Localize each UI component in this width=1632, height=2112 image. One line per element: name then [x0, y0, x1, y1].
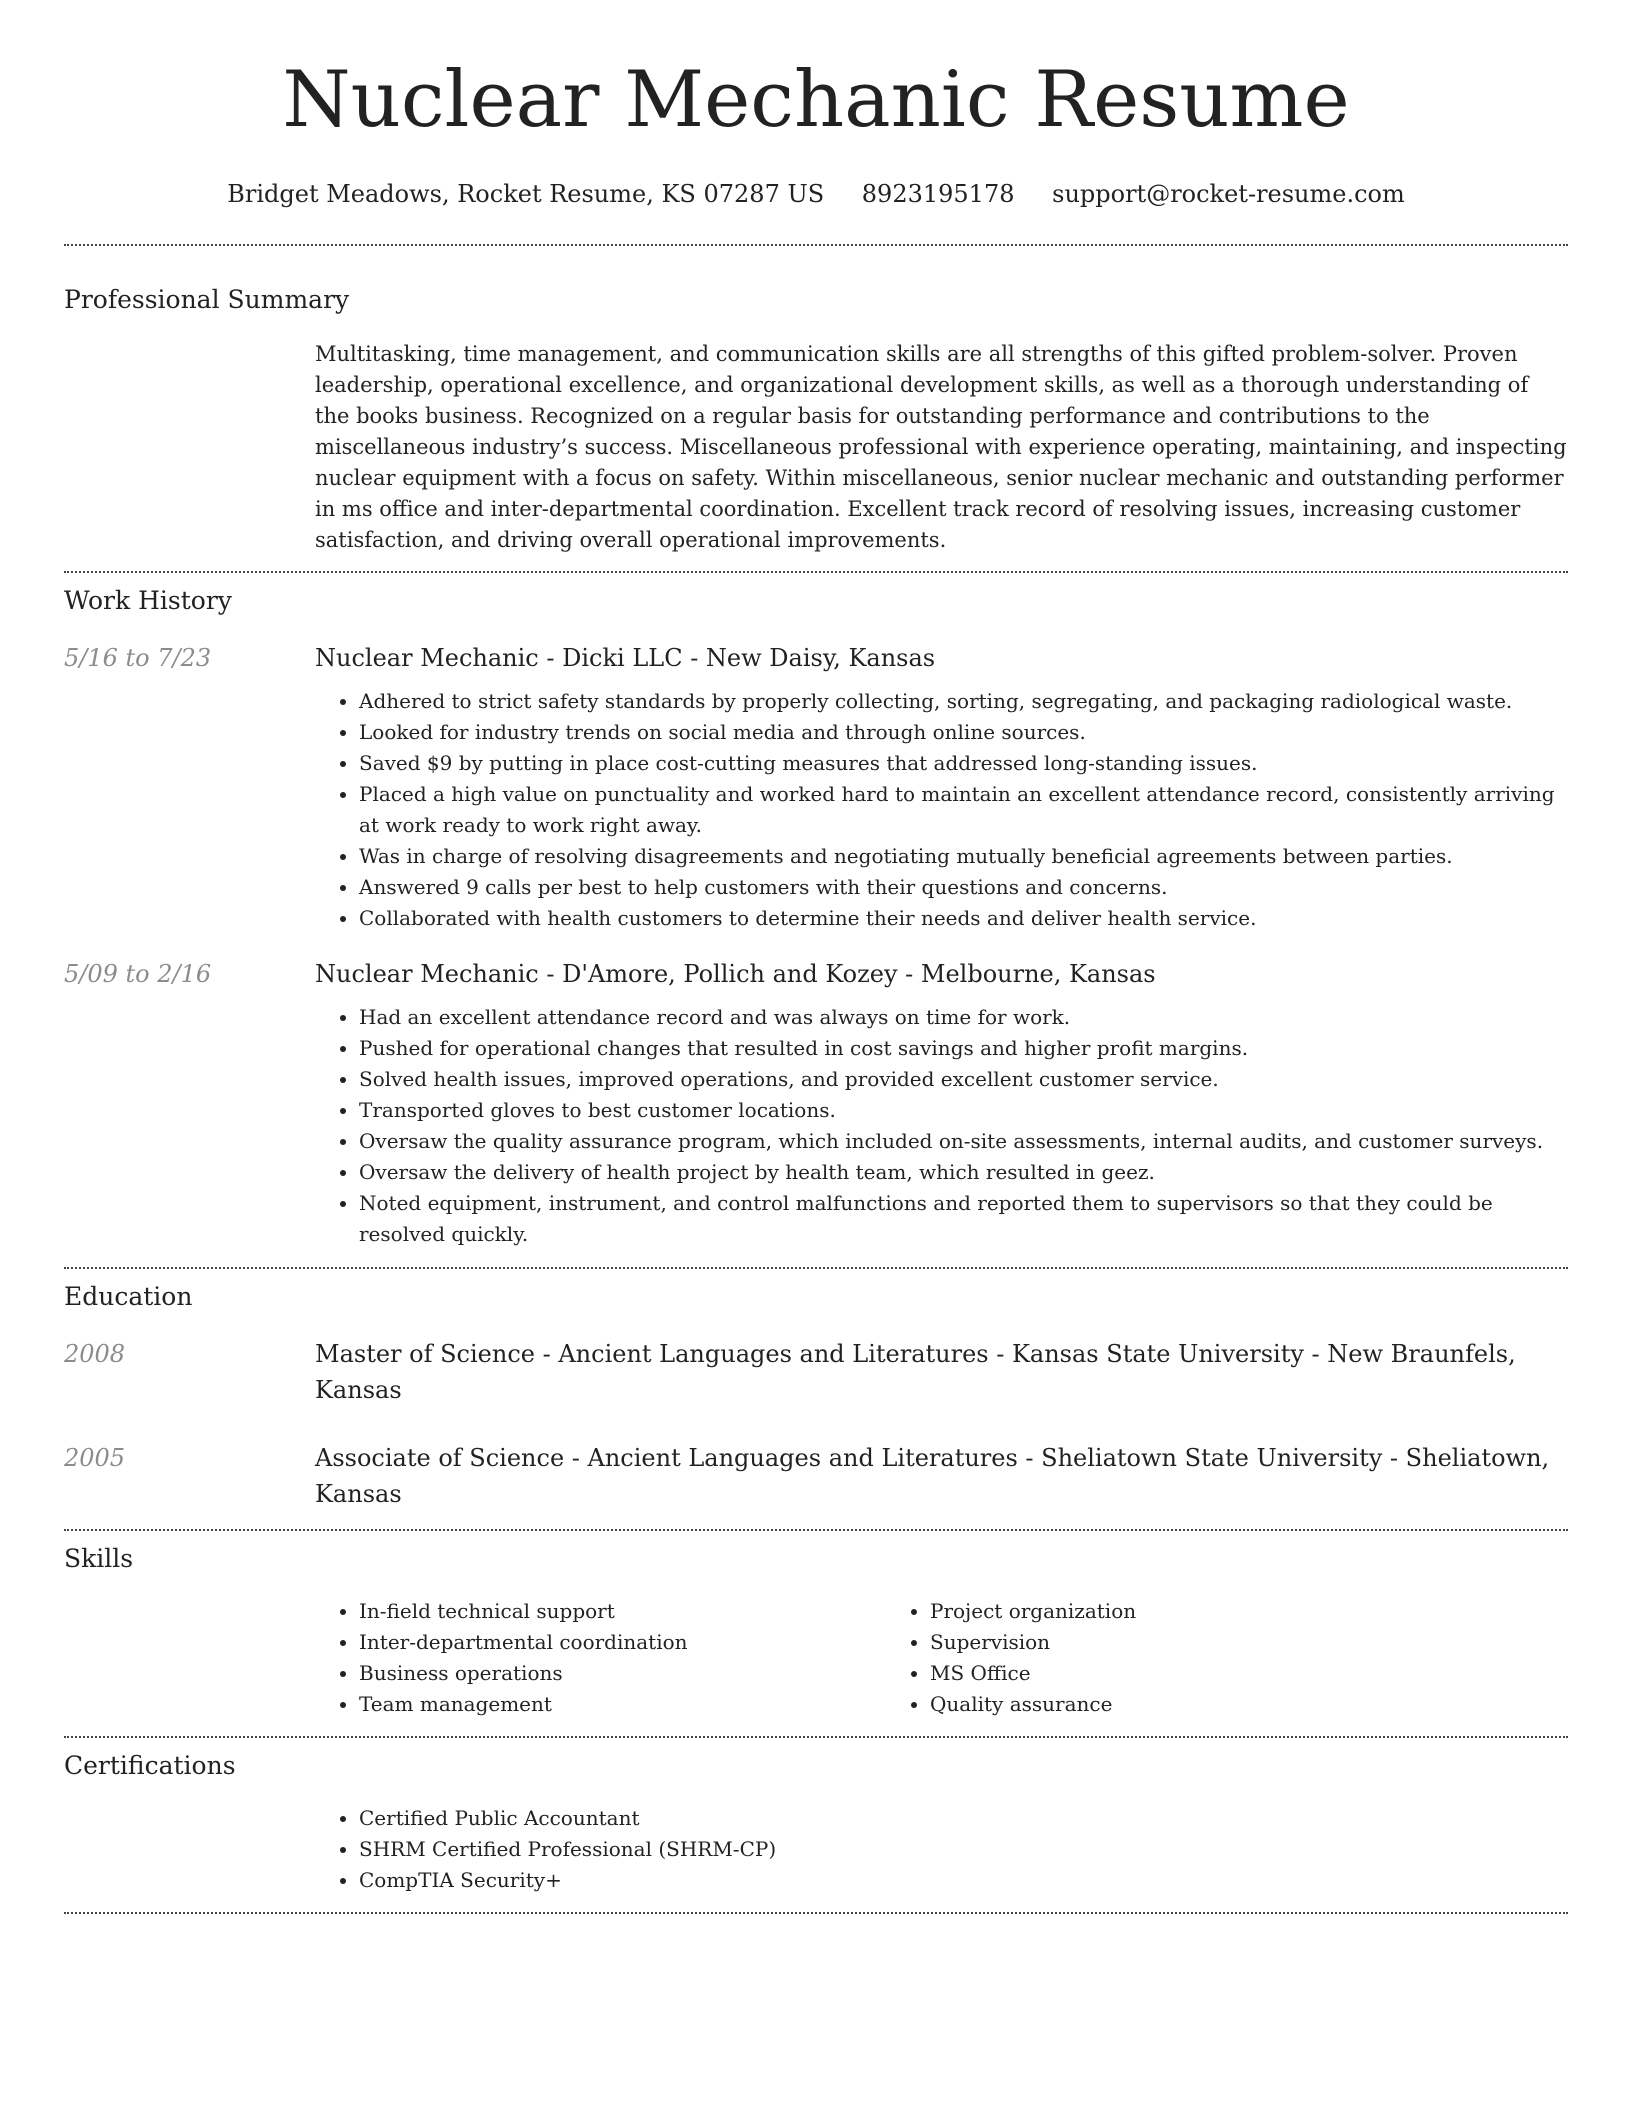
- skills-list-right: [886, 1596, 1457, 1720]
- job-bullets: [315, 1002, 1568, 1250]
- list-item: • Supervision: [930, 1627, 1457, 1658]
- job-dates: 5/16 to 7/23: [64, 644, 212, 672]
- list-item: • Adhered to strict safety standards by properly collecting, sorting, segregating, and packaging radiological waste.: [359, 686, 1568, 717]
- summary-left-spacer: [64, 339, 315, 556]
- summary-heading: Professional Summary: [64, 285, 350, 314]
- list-item: • CompTIA Security+: [359, 1865, 1568, 1896]
- work-history-heading: Work History: [64, 586, 232, 615]
- list-item: • Certified Public Accountant: [359, 1803, 1568, 1834]
- list-item: • Was in charge of resolving disagreements and negotiating mutually beneficial agreements between parties.: [359, 841, 1568, 872]
- list-item: • Transported gloves to best customer locations.: [359, 1095, 1568, 1126]
- list-item: • Quality assurance: [930, 1689, 1457, 1720]
- contact-phone: 8923195178: [861, 180, 1015, 208]
- list-item: • Team management: [359, 1689, 886, 1720]
- resume-title: Nuclear Mechanic Resume: [282, 55, 1350, 145]
- work-history-section: [64, 573, 1568, 1250]
- contact-line: [64, 178, 1568, 210]
- education-title: Master of Science - Ancient Languages and Literatures - Kansas State University - New Braunfels, Kansas: [315, 1340, 1516, 1404]
- list-item: • Project organization: [930, 1596, 1457, 1627]
- list-item: • Saved $9 by putting in place cost-cutting measures that addressed long-standing issues.: [359, 748, 1568, 779]
- summary-text: Multitasking, time management, and communication skills are all strengths of this gifted problem-solver. Proven leadership, operational excellence, and organizational development skills, as well as a thorough understanding of the books business. Recognized on a regular basis for outstanding performance and contributions to the miscellaneous industry’s success. Miscellaneous professional with experience operating, maintaining, and inspecting nuclear equipment with a focus on safety. Within miscellaneous, senior nuclear mechanic and outstanding performer in ms office and inter-departmental coordination. Excellent track record of resolving issues, increasing customer satisfaction, and driving overall operational improvements.: [315, 342, 1567, 552]
- education-entry: [64, 1336, 1568, 1408]
- education-year: 2005: [64, 1444, 126, 1472]
- list-item: • Solved health issues, improved operations, and provided excellent customer service.: [359, 1064, 1568, 1095]
- certifications-left-spacer: [64, 1803, 315, 1896]
- list-item: • Business operations: [359, 1658, 886, 1689]
- education-entry: [64, 1440, 1568, 1512]
- certifications-section: [64, 1738, 1568, 1896]
- job-bullets: [315, 686, 1568, 934]
- education-section: [64, 1269, 1568, 1512]
- list-item: • Oversaw the quality assurance program, which included on-site assessments, internal audits, and customer surveys.: [359, 1126, 1568, 1157]
- education-heading: Education: [64, 1282, 193, 1311]
- list-item: • Answered 9 calls per best to help customers with their questions and concerns.: [359, 872, 1568, 903]
- job-dates: 5/09 to 2/16: [64, 960, 212, 988]
- list-item: • Collaborated with health customers to determine their needs and deliver health service.: [359, 903, 1568, 934]
- skills-left-spacer: [64, 1596, 315, 1720]
- education-year: 2008: [64, 1340, 126, 1368]
- skills-list-left: [315, 1596, 886, 1720]
- job-entry: [64, 640, 1568, 934]
- list-item: • Pushed for operational changes that resulted in cost savings and higher profit margins.: [359, 1033, 1568, 1064]
- list-item: • In-field technical support: [359, 1596, 886, 1627]
- list-item: • SHRM Certified Professional (SHRM-CP): [359, 1834, 1568, 1865]
- list-item: • Noted equipment, instrument, and control malfunctions and reported them to supervisors so that they could be resolved quickly.: [359, 1188, 1568, 1250]
- contact-email: support@rocket-resume.com: [1052, 180, 1405, 208]
- list-item: • Looked for industry trends on social media and through online sources.: [359, 717, 1568, 748]
- section-divider: [64, 1912, 1568, 1914]
- education-title: Associate of Science - Ancient Languages and Literatures - Sheliatown State University - Sheliatown, Kansas: [315, 1444, 1550, 1508]
- skills-heading: Skills: [64, 1544, 134, 1573]
- skills-section: [64, 1531, 1568, 1720]
- certifications-list: [315, 1803, 1568, 1896]
- job-entry: [64, 956, 1568, 1250]
- summary-section: [64, 246, 1568, 556]
- job-title: Nuclear Mechanic - D'Amore, Pollich and Kozey - Melbourne, Kansas: [315, 960, 1156, 988]
- list-item: • Placed a high value on punctuality and worked hard to maintain an excellent attendance record, consistently arriving at work ready to work right away.: [359, 779, 1568, 841]
- list-item: • Had an excellent attendance record and was always on time for work.: [359, 1002, 1568, 1033]
- job-title: Nuclear Mechanic - Dicki LLC - New Daisy, Kansas: [315, 644, 936, 672]
- list-item: • Oversaw the delivery of health project by health team, which resulted in geez.: [359, 1157, 1568, 1188]
- contact-address: Bridget Meadows, Rocket Resume, KS 07287 US: [227, 180, 825, 208]
- certifications-heading: Certifications: [64, 1751, 236, 1780]
- list-item: • Inter-departmental coordination: [359, 1627, 886, 1658]
- list-item: • MS Office: [930, 1658, 1457, 1689]
